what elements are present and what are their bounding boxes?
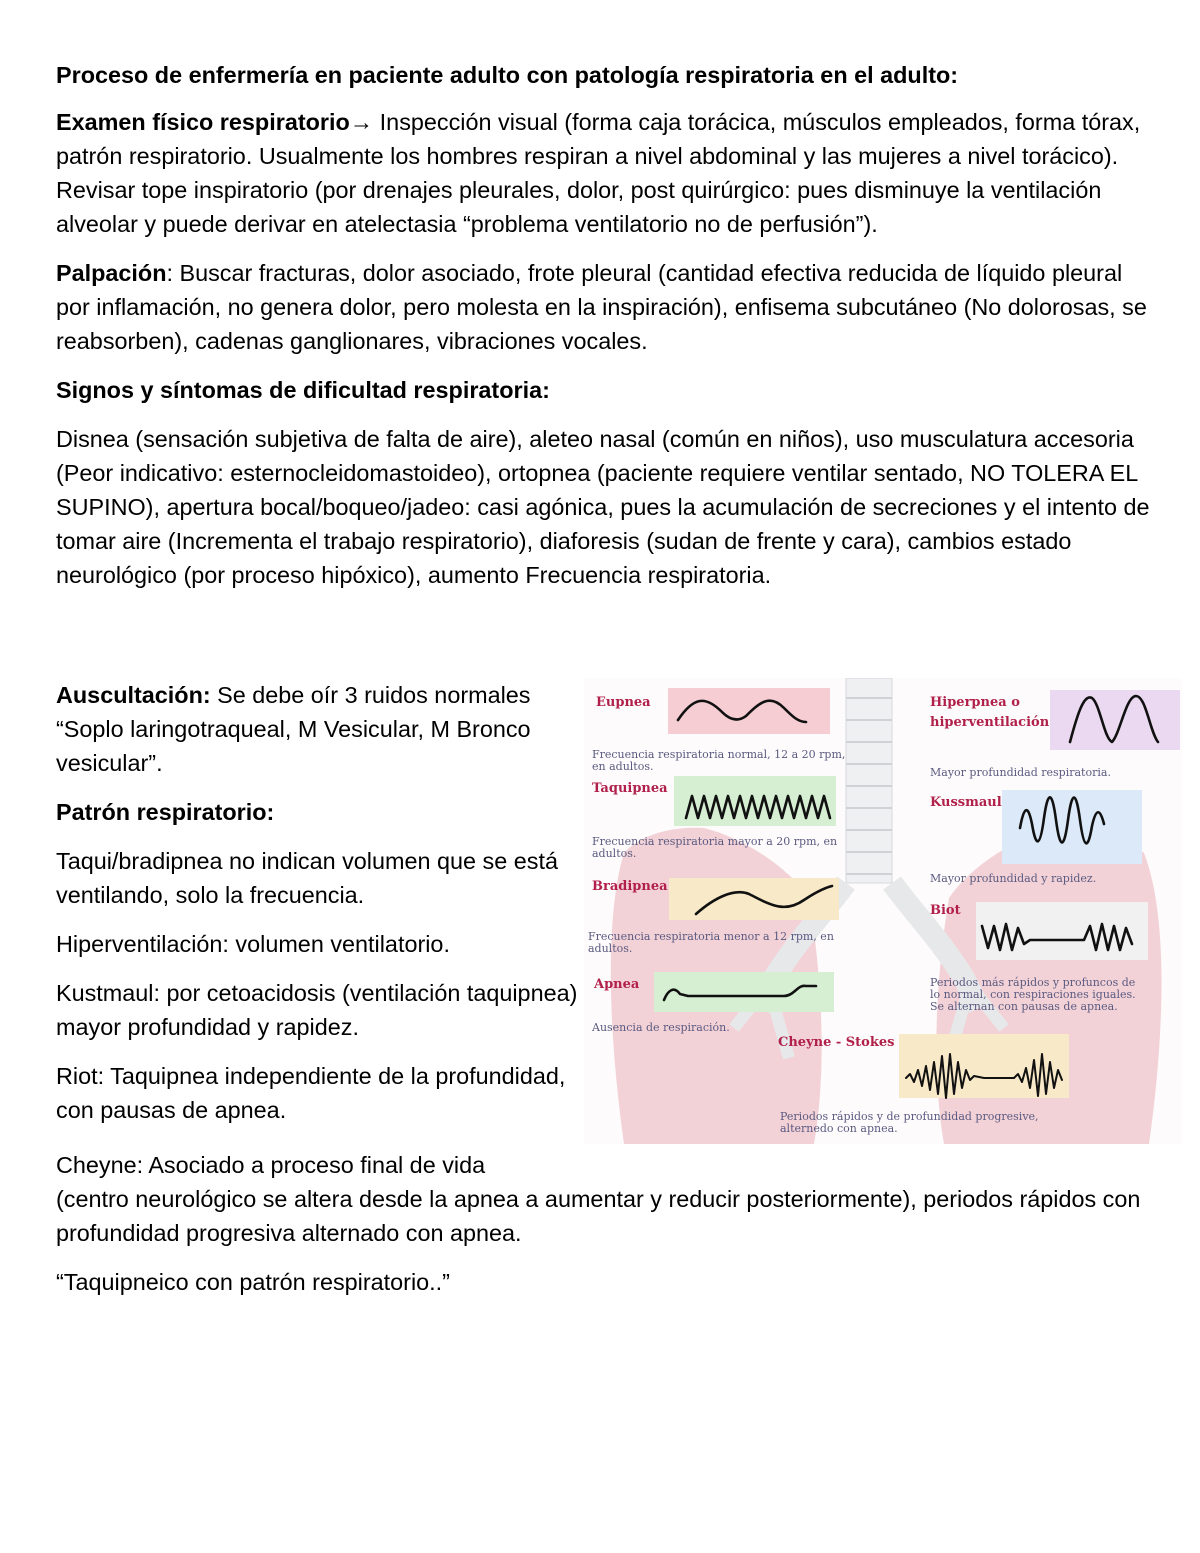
taquipnea-label: Taquipnea: [592, 781, 668, 796]
hiperpnea-label-2: hiperventilación: [930, 715, 1050, 730]
cheyne-paragraph: [56, 1148, 1166, 1250]
closing-section: [56, 1148, 1166, 1314]
examen-label: Examen físico respiratorio: [56, 109, 350, 135]
cheyne-desc-1: Periodos rápidos y de profundidad progresive,: [780, 1110, 1039, 1123]
eupnea-desc-2: en adultos.: [592, 760, 654, 773]
cheyne-start: Cheyne: Asociado a proceso final de vida: [56, 1152, 486, 1178]
apnea-box: [654, 972, 834, 1012]
patron-item-hiper: Hiperventilación: volumen ventilatorio.: [56, 931, 450, 957]
taquipnea-desc-1: Frecuencia respiratoria mayor a 20 rpm, en: [592, 835, 838, 848]
palpacion-text: : Buscar fracturas, dolor asociado, frote pleural (cantidad efectiva reducida de líquido pleural por inflamación, no genera dolor, pero molesta en la inspiración), enfisema subcutáneo (No dolorosas, se reabsorben), cadenas ganglionares, vibraciones vocales.: [56, 260, 1147, 354]
left-column: [56, 678, 586, 1142]
examen-text: Inspección visual (forma caja torácica, músculos empleados, forma tórax, patrón respiratorio. Usualmente los hombres respiran a nivel abdominal y las mujeres a nivel torácico). Revisar tope inspiratorio (por drenajes pleurales, dolor, post quirúrgico: pues disminuye la ventilación alveolar y puede derivar en atelectasia “problema ventilatorio no de perfusión”).: [56, 109, 1141, 237]
biot-box: [976, 902, 1148, 960]
arrow-icon: →: [349, 109, 374, 135]
kussmaul-desc-1: Mayor profundidad y rapidez.: [930, 872, 1097, 885]
bradipnea-box: [669, 878, 839, 920]
cheyne-desc-2: alternedo con apnea.: [780, 1122, 898, 1135]
biot-desc-2: lo normal, con respiraciones iguales.: [930, 988, 1136, 1001]
auscultacion-text: Se debe oír 3 ruidos normales “Soplo laringotraqueal, M Vesicular, M Bronco vesicular”.: [56, 682, 531, 776]
patron-item-biot: Riot: Taquipnea independiente de la profundidad, con pausas de apnea.: [56, 1063, 566, 1123]
patron-heading: Patrón respiratorio:: [56, 799, 275, 825]
taquipnea-desc-2: adultos.: [592, 847, 637, 860]
cheyne-label: Cheyne - Stokes: [778, 1035, 895, 1050]
examen-paragraph: [56, 105, 1156, 241]
bradipnea-label: Bradipnea: [592, 879, 668, 894]
bradipnea-desc-1: Frecuencia respiratoria menor a 12 rpm, en: [588, 930, 834, 943]
palpacion-label: Palpación: [56, 260, 167, 286]
hiperpnea-label-1: Hiperpnea o: [930, 695, 1020, 710]
signos-paragraph: Disnea (sensación subjetiva de falta de aire), aleteo nasal (común en niños), uso musculatura accesoria (Peor indicativo: esternocleidomastoideo), ortopnea (paciente requiere ventilar sentado, NO TOLERA EL SUPINO), apertura bocal/boqueo/jadeo: casi agónica, pues la acumulación de secreciones y el intento de tomar aire (Incrementa el trabajo respiratorio), diaforesis (sudan de frente y cara), cambios estado neurológico (por proceso hipóxico), aumento Frecuencia respiratoria.: [56, 426, 1150, 588]
signos-heading: Signos y síntomas de dificultad respiratoria:: [56, 377, 550, 403]
document-body: [56, 58, 1156, 607]
patron-item-kussmaul: Kustmaul: por cetoacidosis (ventilación taquipnea) mayor profundidad y rapidez.: [56, 980, 578, 1040]
kussmaul-label: Kussmaul: [930, 795, 1002, 810]
biot-desc-3: Se alternan con pausas de apnea.: [930, 1000, 1118, 1013]
biot-label: Biot: [930, 903, 961, 918]
breathing-patterns-figure: [584, 678, 1182, 1144]
biot-desc-1: Periodos más rápidos y profuncos de: [930, 976, 1136, 989]
eupnea-label: Eupnea: [596, 695, 651, 710]
auscultacion-label: Auscultación:: [56, 682, 211, 708]
eupnea-desc-1: Frecuencia respiratoria normal, 12 a 20 rpm,: [592, 748, 846, 761]
bradipnea-desc-2: adultos.: [588, 942, 633, 955]
apnea-desc-1: Ausencia de respiración.: [592, 1021, 730, 1034]
closing-quote: “Taquipneico con patrón respiratorio..”: [56, 1269, 450, 1295]
palpacion-paragraph: [56, 256, 1156, 358]
eupnea-box: [668, 688, 830, 734]
auscultacion-paragraph: [56, 678, 586, 780]
patron-item-taqui: Taqui/bradipnea no indican volumen que se está ventilando, solo la frecuencia.: [56, 848, 558, 908]
hiperpnea-desc-1: Mayor profundidad respiratoria.: [930, 766, 1111, 779]
cheyne-rest: (centro neurológico se altera desde la apnea a aumentar y reducir posteriormente), periodos rápidos con profundidad progresiva alternado con apnea.: [56, 1186, 1141, 1246]
page-title: Proceso de enfermería en paciente adulto con patología respiratoria en el adulto:: [56, 62, 959, 88]
apnea-label: Apnea: [594, 977, 640, 992]
